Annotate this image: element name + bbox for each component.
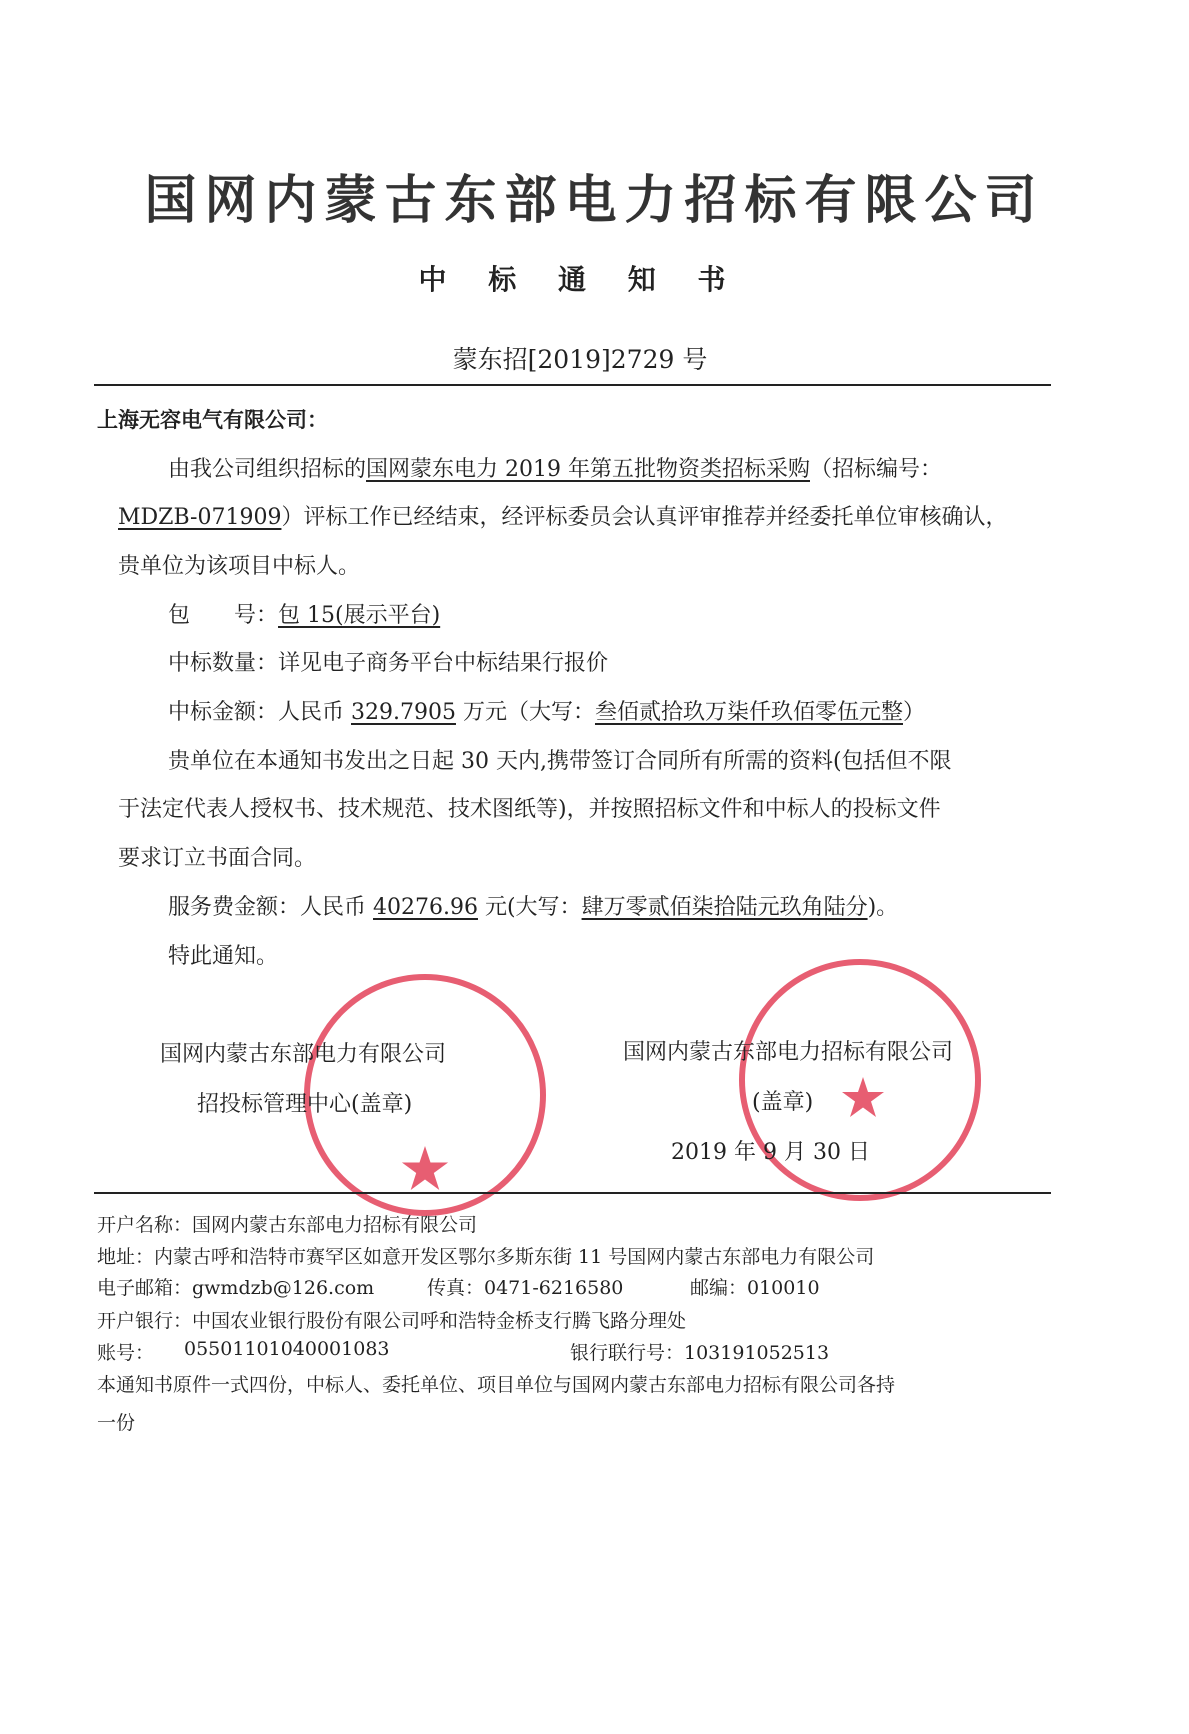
- company-title: 国网内蒙古东部电力招标有限公司: [144, 171, 1045, 231]
- paragraph-1-line-3: 贵单位为该项目中标人。: [118, 554, 361, 579]
- right-bid-seal: [735, 955, 985, 1205]
- fee-value: 40276.96: [373, 895, 478, 920]
- left-signature-dept: 招投标管理中心(盖章): [197, 1092, 413, 1117]
- package-value: 包 15(展示平台): [278, 603, 441, 628]
- footer-note: 本通知书原件一式四份，中标人、委托单位、项目单位与国网内蒙古东部电力招标有限公司各持: [97, 1374, 896, 1396]
- paragraph-1-line-1: [168, 452, 942, 483]
- footer-bank: 开户银行：中国农业银行股份有限公司呼和浩特金桥支行腾飞路分理处: [97, 1310, 687, 1332]
- paragraph-1-line-2: [118, 500, 1007, 531]
- quantity-label: 中标数量：: [168, 651, 279, 676]
- signature-date: 2019 年 9 月 30 日: [671, 1140, 870, 1165]
- right-signature-org: 国网内蒙古东部电力招标有限公司: [623, 1040, 954, 1065]
- paragraph-2-line-3: 要求订立书面合同。: [118, 846, 317, 871]
- footer-divider: [94, 1192, 1051, 1194]
- bid-code: MDZB-071909: [118, 505, 282, 530]
- text: （招标编号：: [810, 457, 943, 482]
- header-divider: [94, 384, 1051, 386]
- package-label: 包 号：: [168, 603, 279, 628]
- amount-unit: 万元（大写：: [455, 700, 595, 725]
- fee-label: 服务费金额：人民币: [168, 895, 373, 920]
- text: ）评标工作已经结束，经评标委员会认真评审推荐并经委托单位审核确认，: [281, 505, 1008, 530]
- footer-account-label: 账号：: [97, 1342, 155, 1364]
- package-row: [168, 598, 440, 629]
- addressee: 上海无容电气有限公司：: [97, 408, 328, 432]
- footer-email: 电子邮箱：gwmdzb@126.com: [97, 1277, 375, 1299]
- quantity-value: 详见电子商务平台中标结果行报价: [278, 651, 609, 676]
- left-seal-star-icon: [402, 1146, 448, 1190]
- text: 由我公司组织招标的: [168, 457, 367, 482]
- amount-words: 叁佰贰拾玖万柒仟玖佰零伍元整: [594, 700, 903, 725]
- paragraph-2-line-2: 于法定代表人授权书、技术规范、技术图纸等)，并按照招标文件和中标人的投标文件: [118, 797, 941, 822]
- project-name: 国网蒙东电力 2019 年第五批物资类招标采购: [366, 457, 810, 482]
- amount-row: [168, 695, 925, 726]
- footer-note-cont: 一份: [97, 1412, 136, 1434]
- document-number: 蒙东招[2019]2729 号: [452, 345, 708, 374]
- fee-unit: 元(大写：: [477, 895, 582, 920]
- document-title: 中 标 通 知 书: [418, 263, 742, 296]
- quantity-row: [168, 646, 608, 677]
- right-signature-seal: (盖章): [752, 1090, 814, 1115]
- fee-words: 肆万零贰佰柒拾陆元玖角陆分: [581, 895, 868, 920]
- paragraph-2-line-1: 贵单位在本通知书发出之日起 30 天内,携带签订合同所有所需的资料(包括但不限: [168, 749, 952, 774]
- footer-address: 地址：内蒙古呼和浩特市赛罕区如意开发区鄂尔多斯东街 11 号国网内蒙古东部电力有限公司: [97, 1246, 875, 1268]
- amount-label: 中标金额：人民币: [168, 700, 351, 725]
- fee-row: [168, 890, 898, 921]
- closing-text: 特此通知。: [168, 944, 279, 969]
- amount-value: 329.7905: [351, 700, 456, 725]
- footer-fax: 传真：0471-6216580: [427, 1277, 624, 1299]
- text: )。: [867, 895, 899, 920]
- footer-bank-code: 银行联行号：103191052513: [570, 1342, 830, 1364]
- footer-account-name: 开户名称：国网内蒙古东部电力招标有限公司: [97, 1214, 478, 1236]
- text: ）: [903, 700, 926, 725]
- left-signature-org: 国网内蒙古东部电力有限公司: [160, 1042, 447, 1067]
- right-seal-star-icon: [842, 1077, 884, 1117]
- footer-postcode: 邮编：010010: [690, 1277, 820, 1299]
- footer-account-number: 05501101040001083: [184, 1338, 390, 1360]
